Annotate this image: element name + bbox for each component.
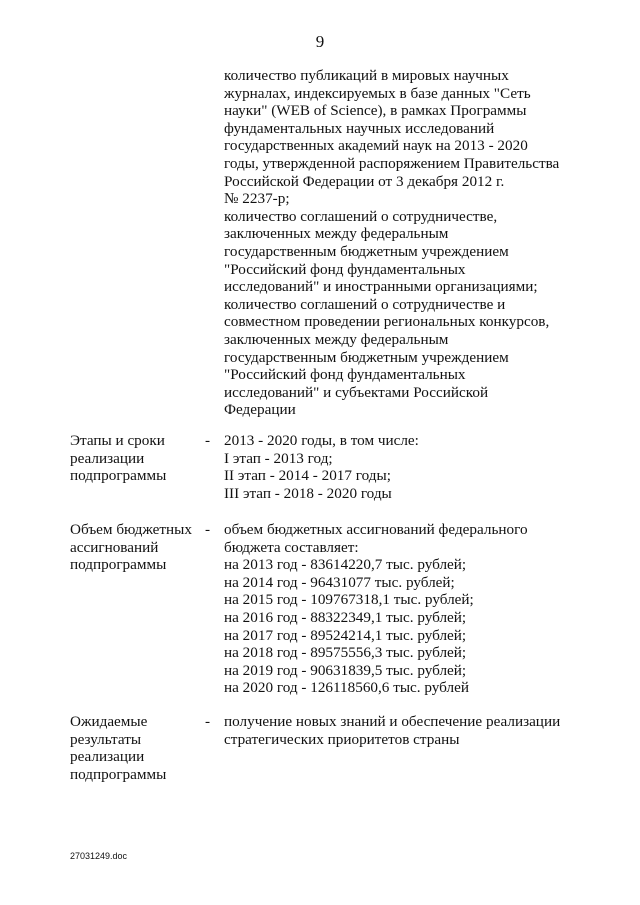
label-line: подпрограммы xyxy=(70,556,167,574)
label-line: Объем бюджетных xyxy=(70,521,192,538)
label-line: реализации xyxy=(70,449,145,467)
indicators-continuation xyxy=(224,67,584,419)
section-label-stages xyxy=(70,432,200,485)
text-line: "Российский фонд фундаментальных xyxy=(224,260,466,278)
text-line: объем бюджетных ассигнований федерального xyxy=(224,521,528,538)
text-line: количество соглашений о сотрудничестве и xyxy=(224,295,506,313)
text-line: годы, утвержденной распоряжением Правительства xyxy=(224,154,560,172)
text-line: на 2015 год - 109767318,1 тыс. рублей; xyxy=(224,591,474,609)
text-line: науки" (WEB of Science), в рамках Программы xyxy=(224,102,527,120)
label-line: подпрограммы xyxy=(70,467,167,485)
text-line: фундаментальных научных исследований xyxy=(224,119,495,137)
text-line: на 2019 год - 90631839,5 тыс. рублей; xyxy=(224,661,467,679)
text-line: бюджета составляет: xyxy=(224,538,359,556)
label-line: Ожидаемые xyxy=(70,713,148,730)
text-line: количество соглашений о сотрудничестве, xyxy=(224,207,498,225)
section-content-results xyxy=(224,713,584,748)
section-dash: - xyxy=(205,521,211,538)
text-line: "Российский фонд фундаментальных xyxy=(224,366,466,384)
text-line: Федерации xyxy=(224,401,296,419)
section-dash: - xyxy=(205,713,211,730)
section-label-results xyxy=(70,713,200,783)
text-line: на 2018 год - 89575556,3 тыс. рублей; xyxy=(224,644,467,662)
text-line: 2013 - 2020 годы, в том числе: xyxy=(224,432,419,449)
text-line: исследований" и иностранными организациями; xyxy=(224,278,538,296)
text-line: государственным бюджетным учреждением xyxy=(224,348,509,366)
page-number: 9 xyxy=(315,32,325,51)
text-line: на 2013 год - 83614220,7 тыс. рублей; xyxy=(224,556,467,574)
label-line: Этапы и сроки xyxy=(70,432,165,449)
text-line: количество публикаций в мировых научных xyxy=(224,67,509,84)
text-line: на 2016 год - 88322349,1 тыс. рублей; xyxy=(224,608,467,626)
text-line: на 2014 год - 96431077 тыс. рублей; xyxy=(224,573,455,591)
label-line: реализации xyxy=(70,748,145,766)
label-line: подпрограммы xyxy=(70,765,167,783)
section-content-budget xyxy=(224,521,584,697)
label-line: результаты xyxy=(70,730,142,748)
text-line: № 2237-р; xyxy=(224,190,290,208)
label-line: ассигнований xyxy=(70,538,159,556)
text-line: на 2017 год - 89524214,1 тыс. рублей; xyxy=(224,626,467,644)
text-line: II этап - 2014 - 2017 годы; xyxy=(224,467,391,485)
text-line: на 2020 год - 126118560,6 тыс. рублей xyxy=(224,679,469,697)
section-label-budget xyxy=(70,521,200,574)
text-line: журналах, индексируемых в базе данных "Сеть xyxy=(224,84,531,102)
text-line: стратегических приоритетов страны xyxy=(224,730,460,748)
text-line: получение новых знаний и обеспечение реализации xyxy=(224,713,561,730)
text-line: заключенных между федеральным xyxy=(224,225,449,243)
text-line: Российской Федерации от 3 декабря 2012 г. xyxy=(224,172,505,190)
document-filename: 27031249.doc xyxy=(70,851,128,861)
text-line: I этап - 2013 год; xyxy=(224,449,333,467)
text-line: государственным бюджетным учреждением xyxy=(224,242,509,260)
section-content-stages xyxy=(224,432,584,502)
text-line: III этап - 2018 - 2020 годы xyxy=(224,484,392,502)
text-line: исследований" и субъектами Российской xyxy=(224,383,489,401)
text-line: совместном проведении региональных конкурсов, xyxy=(224,313,550,331)
section-dash: - xyxy=(205,432,211,449)
text-line: заключенных между федеральным xyxy=(224,330,449,348)
text-line: государственных академий наук на 2013 - 2020 xyxy=(224,137,528,155)
